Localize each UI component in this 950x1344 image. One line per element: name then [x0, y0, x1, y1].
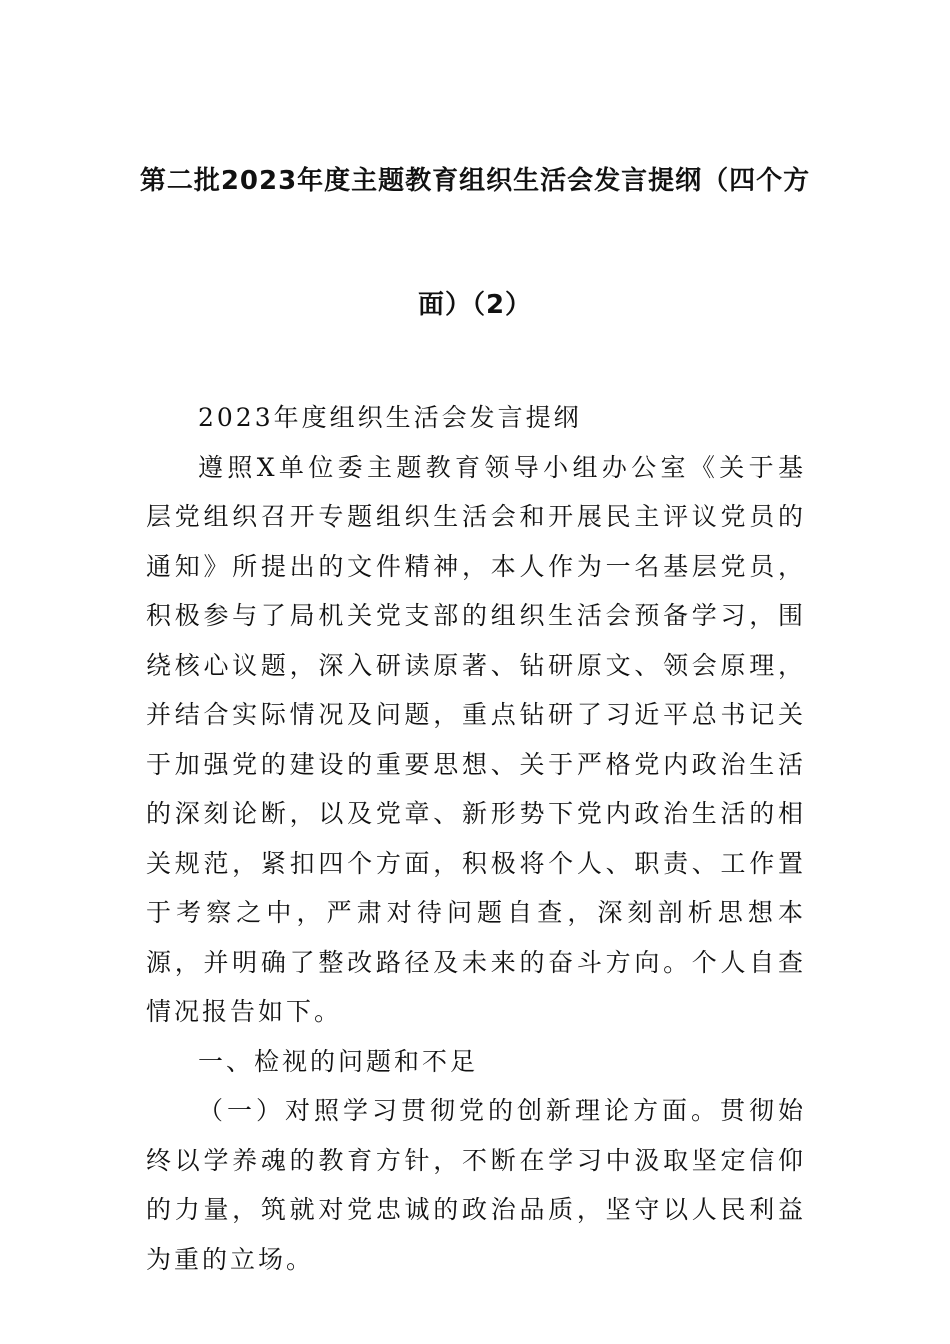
section-heading: 一、检视的问题和不足 — [198, 1046, 479, 1076]
section-1-paragraph: （一）对照学习贯彻党的创新理论方面。贯彻始终以学养魂的教育方针，不断在学习中汲取坚定信仰的力量，筑就对党忠诚的政治品质，坚守以人民利益为重的立场。 — [146, 1096, 806, 1274]
subtitle-paragraph: 2023年度组织生活会发言提纲 — [198, 403, 582, 432]
document-title-line-2: 面）（2） — [417, 290, 533, 320]
intro-paragraph: 遵照X单位委主题教育领导小组办公室《关于基层党组织召开专题组织生活会和开展民主评议党员的通知》所提出的文件精神，本人作为一名基层党员，积极参与了局机关党支部的组织生活会预备学习，围绕核心议题，深入研读原著、钻研原文、领会原理，并结合实际情况及问题，重点钻研了习近平总书记关于加强党的建设的重要思想、关于严格党内政治生活的深刻论断，以及党章、新形势下党内政治生活的相关规范，紧扣四个方面，积极将个人、职责、工作置于考察之中，严肃对待问题自查，深刻剖析思想本源，并明确了整改路径及未来的奋斗方向。个人自查情况报告如下。 — [146, 452, 806, 1026]
document-title-line-1: 第二批2023年度主题教育组织生活会发言提纲（四个方 — [139, 166, 811, 196]
document-body — [146, 393, 806, 1284]
